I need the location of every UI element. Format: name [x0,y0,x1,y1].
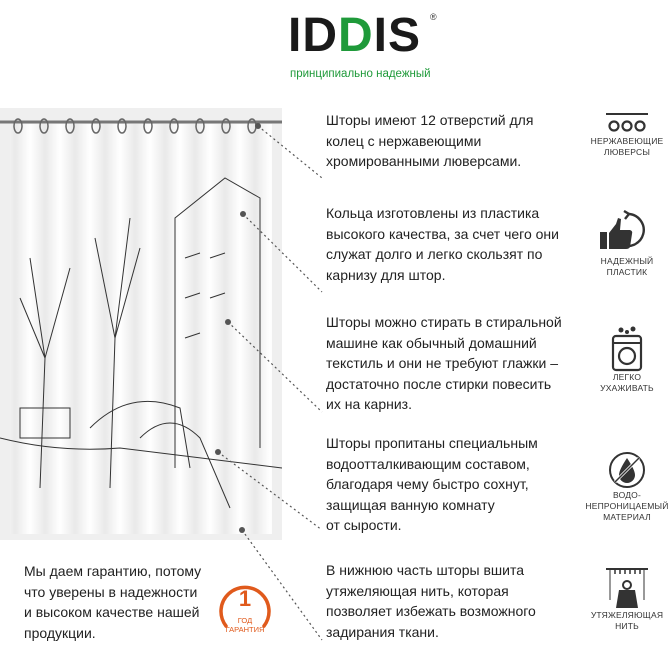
feature-waterproof-text: Шторы пропитаны специальным водоотталкивающим составом, благодаря чему быстро сохнут, защищая ванную комнату от сырости. [326,435,538,533]
logo-text-accent: D [338,9,374,62]
curtain-illustration [0,108,282,540]
registered-mark: ® [430,12,437,22]
guarantee-badge [210,572,280,642]
guarantee-years: 1 [238,586,252,611]
logo-text-pre: ID [288,9,338,62]
guarantee-label: ГАРАНТИЯ [225,625,265,634]
brand-logo [288,8,438,88]
thumbs-up-icon [596,210,658,256]
feature-plastic-badge: НАДЕЖНЫЙ ПЛАСТИК [585,210,669,278]
feature-plastic-text: Кольца изготовлены из пластика высокого качества, за счет чего они служат долго и легко скользят по карнизу для штор. [326,205,559,283]
feature-weight-badge: УТЯЖЕЛЯЮЩАЯ НИТЬ [585,566,669,632]
brand-tagline: принципиально надежный [290,68,431,80]
grommets-icon [602,112,652,136]
water-drop-icon [607,450,647,490]
curtain-sketch [0,108,282,540]
feature-waterproof-badge: ВОДО- НЕПРОНИЦАЕМЫЙ МАТЕРИАЛ [585,450,669,523]
weight-icon [602,566,652,610]
feature-grommets-text: Шторы имеют 12 отверстий для колец с нержавеющими хромированными люверсами. [326,112,534,169]
feature-washing-text: Шторы можно стирать в стиральной машине как обычный домашний текстиль и они не требуют глажки – достаточно после стирки повесить их на карниз. [326,314,562,412]
feature-washing-badge: ЛЕГКО УХАЖИВАТЬ [585,326,669,394]
guarantee-text: Мы даем гарантию, потому что уверены в надежности и высоком качестве нашей продукции. [24,563,202,641]
guarantee-unit: ГОД [237,616,253,625]
washing-machine-icon [607,326,647,372]
feature-weight-text: В нижнюю часть шторы вшита утяжеляющая нить, которая позволяет избежать возможного задирания ткани. [326,562,536,640]
logo-text-post: IS [373,9,422,62]
feature-grommets-badge: НЕРЖАВЕЮЩИЕ ЛЮВЕРСЫ [585,112,669,158]
